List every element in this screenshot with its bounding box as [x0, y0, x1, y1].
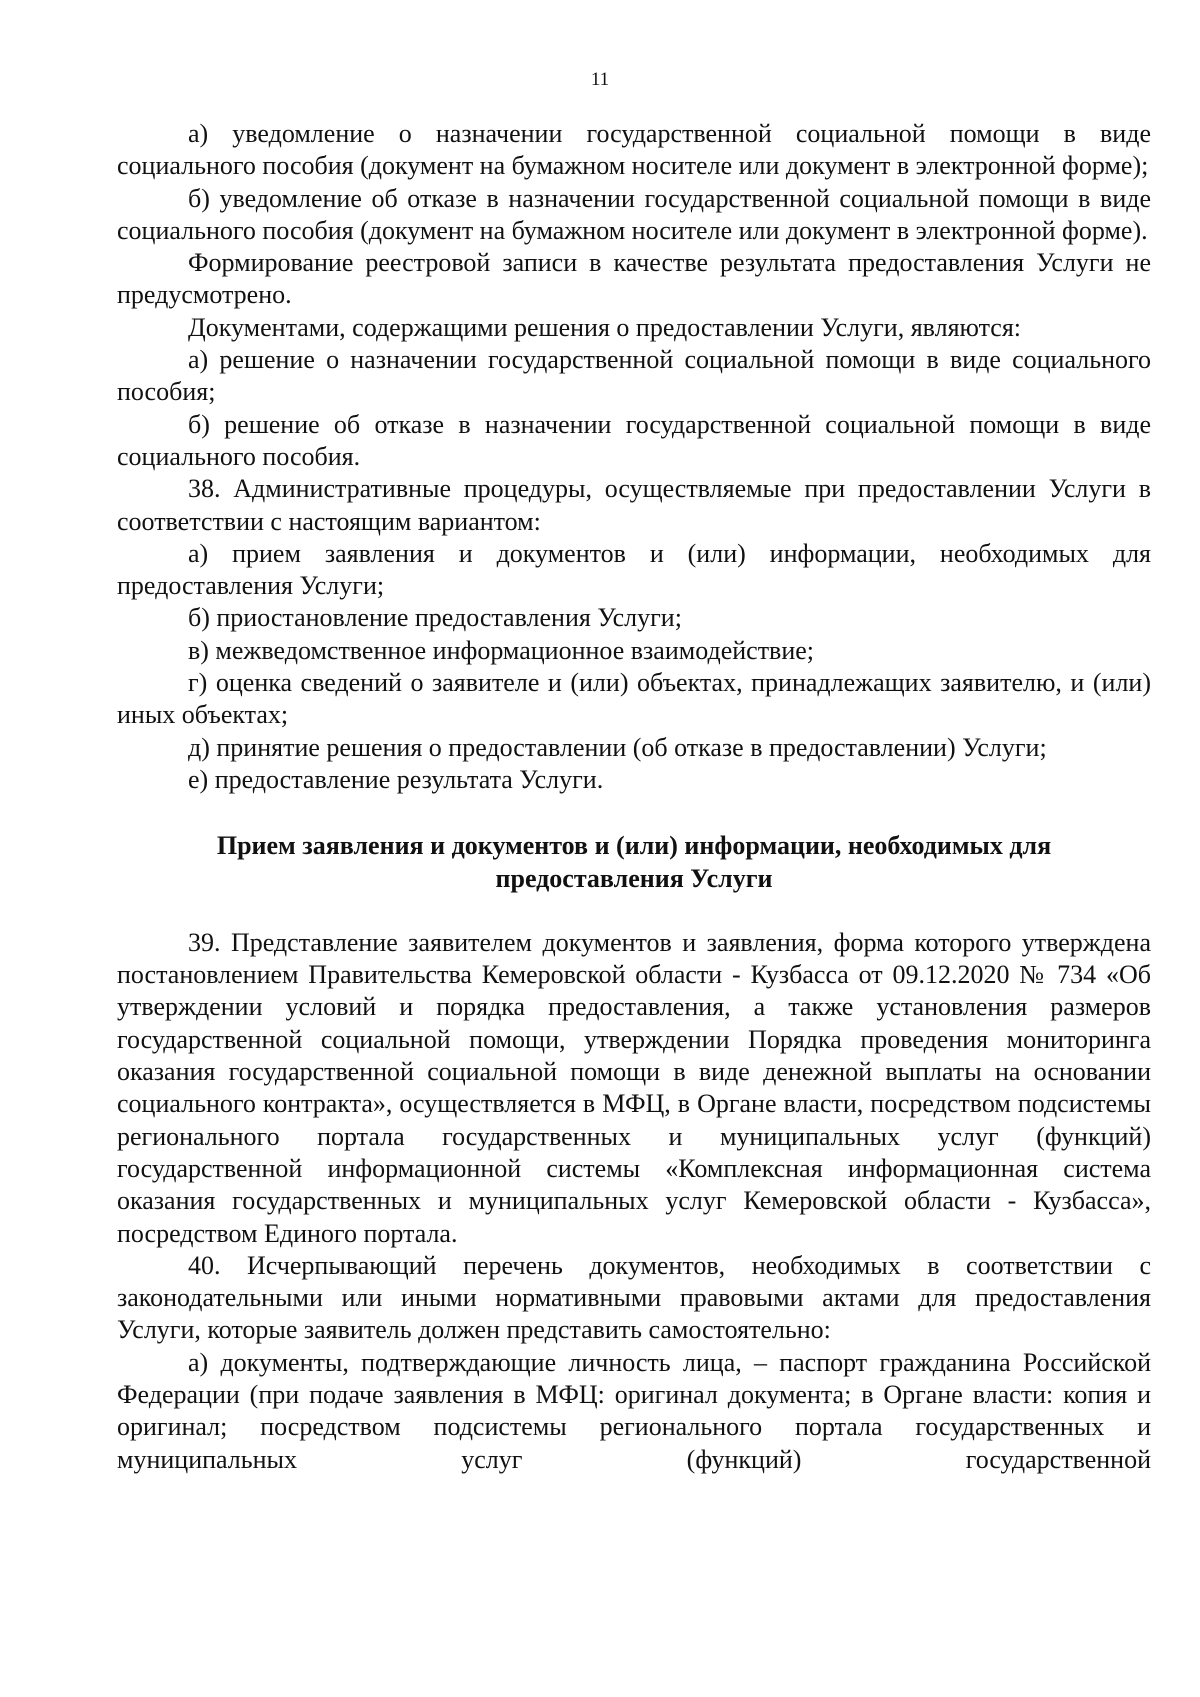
paragraph-decision-refusal: б) решение об отказе в назначении государственной социальной помощи в виде социального пособия. [117, 409, 1151, 471]
paragraph-notice-granted: а) уведомление о назначении государственной социальной помощи в виде социального пособия (документ на бумажном носителе или документ в электронной форме); [117, 119, 1151, 181]
section-heading-line-2: предоставления Услуги [495, 863, 773, 893]
paragraph-item-40: 40. Исчерпывающий перечень документов, необходимых в соответствии с законодательными или иными нормативными правовыми актами для предоставления Услуги, которые заявитель должен представить самостоятельно: [117, 1250, 1151, 1345]
paragraph-procedure-e: д) принятие решения о предоставлении (об отказе в предоставлении) Услуги; [188, 732, 1047, 762]
paragraph-notice-refusal: б) уведомление об отказе в назначении государственной социальной помощи в виде социального пособия (документ на бумажном носителе или документ в электронной форме). [117, 183, 1151, 245]
paragraph-procedure-d: г) оценка сведений о заявителе и (или) объектах, принадлежащих заявителю, и (или) иных объектах; [117, 668, 1151, 730]
paragraph-decision-documents: Документами, содержащими решения о предоставлении Услуги, являются: [188, 312, 1022, 342]
paragraph-decision-granted: а) решение о назначении государственной социальной помощи в виде социального пособия; [117, 345, 1151, 407]
paragraph-identity-documents: а) документы, подтверждающие личность лица, – паспорт гражданина Российской Федерации (при подаче заявления в МФЦ: оригинал документа; в Органе власти: копия и оригинал; посредством подсистемы регионального портала государственных и муниципальных услуг (функций) государственной [117, 1347, 1151, 1474]
paragraph-item-38: 38. Административные процедуры, осуществляемые при предоставлении Услуги в соответствии с настоящим вариантом: [117, 474, 1151, 536]
section-heading-line-1: Прием заявления и документов и (или) информации, необходимых для [216, 831, 1052, 861]
paragraph-procedure-f: е) предоставление результата Услуги. [188, 764, 604, 794]
paragraph-registry-record: Формирование реестровой записи в качестве результата предоставления Услуги не предусмотрено. [117, 248, 1151, 310]
paragraph-item-39: 39. Представление заявителем документов и заявления, форма которого утверждена постановлением Правительства Кемеровской области - Кузбасса от 09.12.2020 № 734 «Об утверждении условий и порядка предоставления, а также установления размеров государственной социальной помощи, утверждении Порядка проведения мониторинга оказания государственной социальной помощи в виде денежной выплаты на основании социального контракта», осуществляется в МФЦ, в Органе власти, посредством подсистемы регионального портала государственных и муниципальных услуг (функций) государственной информационной системы «Комплексная информационная система оказания государственных и муниципальных услуг Кемеровской области - Кузбасса», посредством Единого портала. [117, 927, 1151, 1248]
document-body [117, 118, 1151, 1476]
paragraph-procedure-b: б) приостановление предоставления Услуги; [188, 603, 682, 633]
paragraph-procedure-c: в) межведомственное информационное взаимодействие; [188, 635, 815, 665]
section-heading [117, 830, 1151, 895]
page-number: 11 [590, 69, 610, 90]
paragraph-procedure-a: а) прием заявления и документов и (или) информации, необходимых для предоставления Услуги; [117, 538, 1151, 601]
